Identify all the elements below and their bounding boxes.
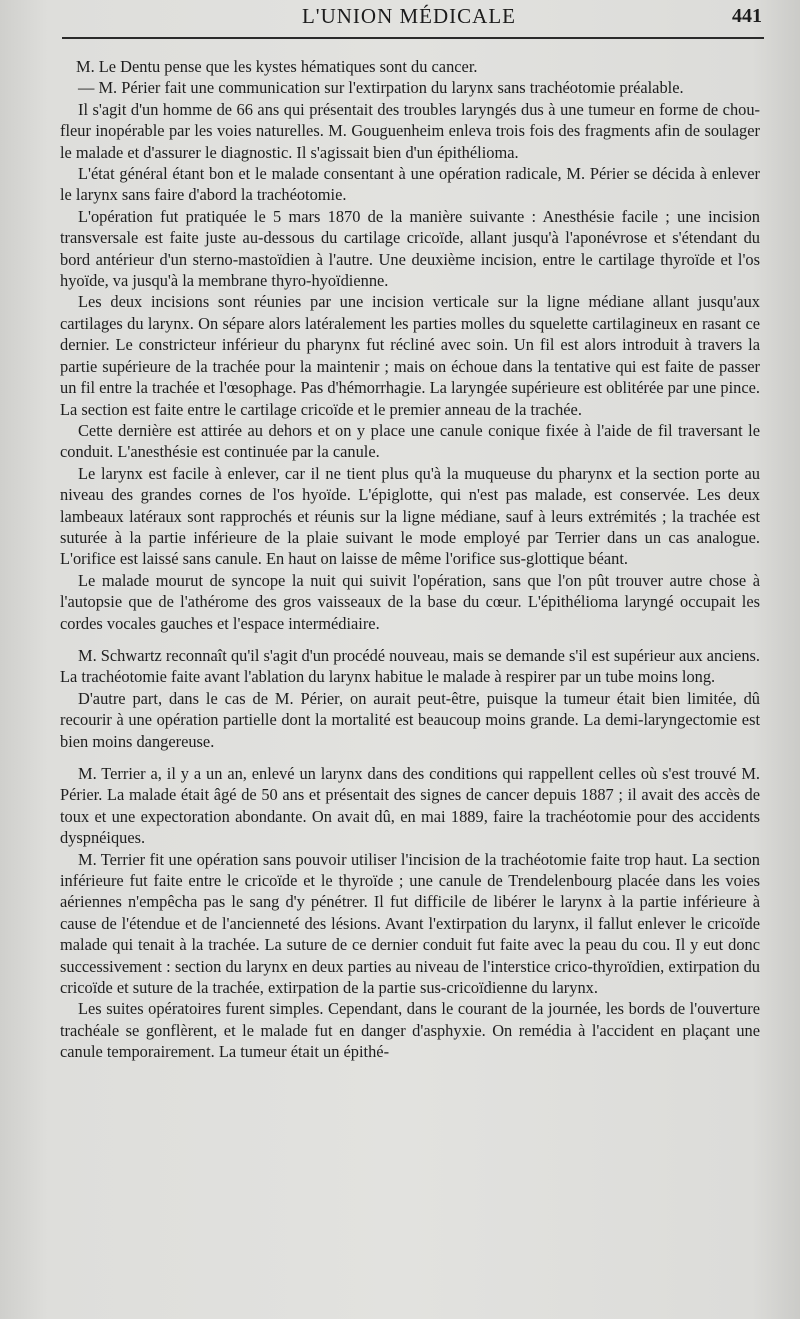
paragraph: D'autre part, dans le cas de M. Périer, on aurait peut-être, puisque la tumeur était bien limitée, dû recourir à une opération partielle dont la mortalité est beaucoup moins grande. La demi-laryngectomie est bien moins dangereuse. (60, 688, 760, 751)
paragraph: M. Terrier fit une opération sans pouvoir utiliser l'incision de la trachéotomie faite trop haut. La section inférieure fut faite entre le cricoïde et le thyroïde ; une canule de Trendelenbourg placée dans les voies aériennes n'empêcha pas le sang d'y pénétrer. Il fut difficile de libérer le larynx à la partie inférieure à cause de l'étendue et de l'ancienneté des lésions. Avant l'extirpation du larynx, il fallut enlever le cricoïde malade qui tenait à la trachée. La suture de ce dernier conduit fut faite avec la peau du cou. Il y eut donc successivement : section du larynx en deux parties au niveau de l'interstice crico-thyroïdien, extirpation du cricoïde et suture de la trachée, extirpation de la partie sus-cricoïdienne du larynx. (60, 849, 760, 998)
paragraph: M. Schwartz reconnaît qu'il s'agit d'un procédé nouveau, mais se demande s'il est supérieur aux anciens. La trachéotomie faite avant l'ablation du larynx habitue le malade à respirer par un tube moins long. (60, 645, 760, 687)
paragraph: Les suites opératoires furent simples. Cependant, dans le courant de la journée, les bords de l'ouverture trachéale se gonflèrent, et le malade fut en danger d'asphyxie. On remédia à l'accident en plaçant une canule temporairement. La tumeur était un épithé- (60, 999, 760, 1062)
text-body (60, 56, 760, 1063)
paragraph: Il s'agit d'un homme de 66 ans qui présentait des troubles laryngés dus à une tumeur en forme de chou-fleur inopérable par les voies naturelles. M. Gouguenheim enleva trois fois des fragments afin de soulager le malade et d'assurer le diagnostic. Il s'agissait bien d'un épithélioma. (60, 99, 760, 162)
page-header (62, 0, 762, 38)
paragraph: L'état général étant bon et le malade consentant à une opération radicale, M. Périer se décida à enlever le larynx sans faire d'abord la trachéotomie. (60, 164, 760, 205)
paragraph: Le malade mourut de syncope la nuit qui suivit l'opération, sans que l'on pût trouver autre chose à l'autopsie que de l'athérome des gros vaisseaux de la base du cœur. L'épithélioma laryngé occupait les cordes vocales gauches et l'espace intermédiaire. (60, 570, 760, 633)
paragraph: — M. Périer fait une communication sur l'extirpation du larynx sans trachéotomie préalable. (78, 78, 684, 98)
paragraph: L'opération fut pratiquée le 5 mars 1870 de la manière suivante : Anesthésie facile ; une incision transversale est faite juste au-dessous du cartilage cricoïde, allant jusqu'à l'aponévrose et s'étendant du bord antérieur d'un sterno-mastoïdien à l'autre. Une deuxième incision, entre le cartilage thyroïde et l'os hyoïde, va jusqu'à la membrane thyro-hyoïdienne. (60, 206, 760, 291)
paragraph: M. Le Dentu pense que les kystes hématiques sont du cancer. (76, 57, 478, 76)
paragraph: Le larynx est facile à enlever, car il ne tient plus qu'à la muqueuse du pharynx et la section porte au niveau des grandes cornes de l'os hyoïde. L'épiglotte, qui n'est pas malade, est conservée. Les deux lambeaux latéraux sont rapprochés et réunis sur la ligne médiane, sauf à leurs extrémités ; la trachée est suturée à la partie inférieure de la plaie suivant le mode employé par Terrier dans un cas analogue. L'orifice est laissé sans canule. En haut on laisse de même l'orifice sus-glottique béant. (60, 463, 760, 569)
paragraph: Les deux incisions sont réunies par une incision verticale sur la ligne médiane allant jusqu'aux cartilages du larynx. On sépare alors latéralement les parties molles du squelette cartilagineux en rasant ce dernier. Le constricteur inférieur du pharynx fut récliné avec soin. Un fil est alors introduit à travers la partie supérieure de la trachée pour la maintenir ; mais on échoue dans la tentative qui est faite de passer un fil entre la trachée et l'œsophage. Pas d'hémorrhagie. La laryngée supérieure est oblitérée par une pince. La section est faite entre le cartilage cricoïde et le premier anneau de la trachée. (60, 292, 760, 419)
paragraph: Cette dernière est attirée au dehors et on y place une canule conique fixée à l'aide de fil traversant le conduit. L'anesthésie est continuée par la canule. (60, 420, 760, 462)
header-rule (62, 37, 764, 39)
paragraph: M. Terrier a, il y a un an, enlevé un larynx dans des conditions qui rappellent celles où s'est trouvé M. Périer. La malade était âgé de 50 ans et présentait des signes de cancer depuis 1887 ; il avait des accès de toux et une expectoration abondante. On avait dû, en mai 1889, faire la trachéotomie pour des accidents dyspnéiques. (60, 764, 760, 848)
running-title: L'UNION MÉDICALE (301, 4, 516, 28)
page-number: 441 (732, 5, 762, 27)
